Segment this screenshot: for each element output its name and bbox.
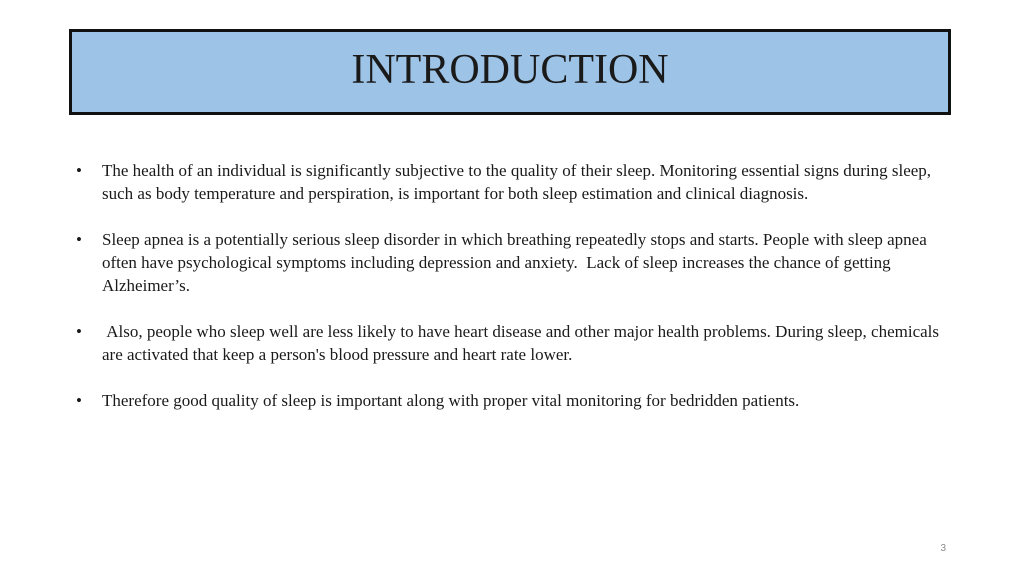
- bullet-icon: •: [76, 322, 82, 341]
- bullet-item: [76, 320, 956, 366]
- bullet-icon: •: [76, 391, 82, 410]
- title-banner: [69, 29, 951, 115]
- slide-title: INTRODUCTION: [351, 47, 669, 93]
- bullet-item: [76, 159, 956, 205]
- page-number: 3: [940, 543, 946, 554]
- bullet-icon: •: [76, 161, 82, 180]
- bullet-text: Therefore good quality of sleep is important along with proper vital monitoring for bedridden patients.: [102, 391, 800, 410]
- bullet-icon: •: [76, 230, 82, 249]
- bullet-text: The health of an individual is significantly subjective to the quality of their sleep. Monitoring essential signs during sleep, such as body temperature and perspiration, is important for both sleep estimation and clinical diagnosis.: [102, 161, 936, 203]
- bullet-item: [76, 389, 956, 412]
- bullet-text: Also, people who sleep well are less likely to have heart disease and other major health problems. During sleep, chemicals are activated that keep a person's blood pressure and heart rate lower.: [102, 322, 944, 364]
- bullet-text: Sleep apnea is a potentially serious sleep disorder in which breathing repeatedly stops and starts. People with sleep apnea often have psychological symptoms including depression and anxiety. Lack of sleep increases the chance of getting Alzheimer’s.: [102, 230, 936, 295]
- bullet-list: [76, 159, 956, 435]
- bullet-item: [76, 228, 956, 297]
